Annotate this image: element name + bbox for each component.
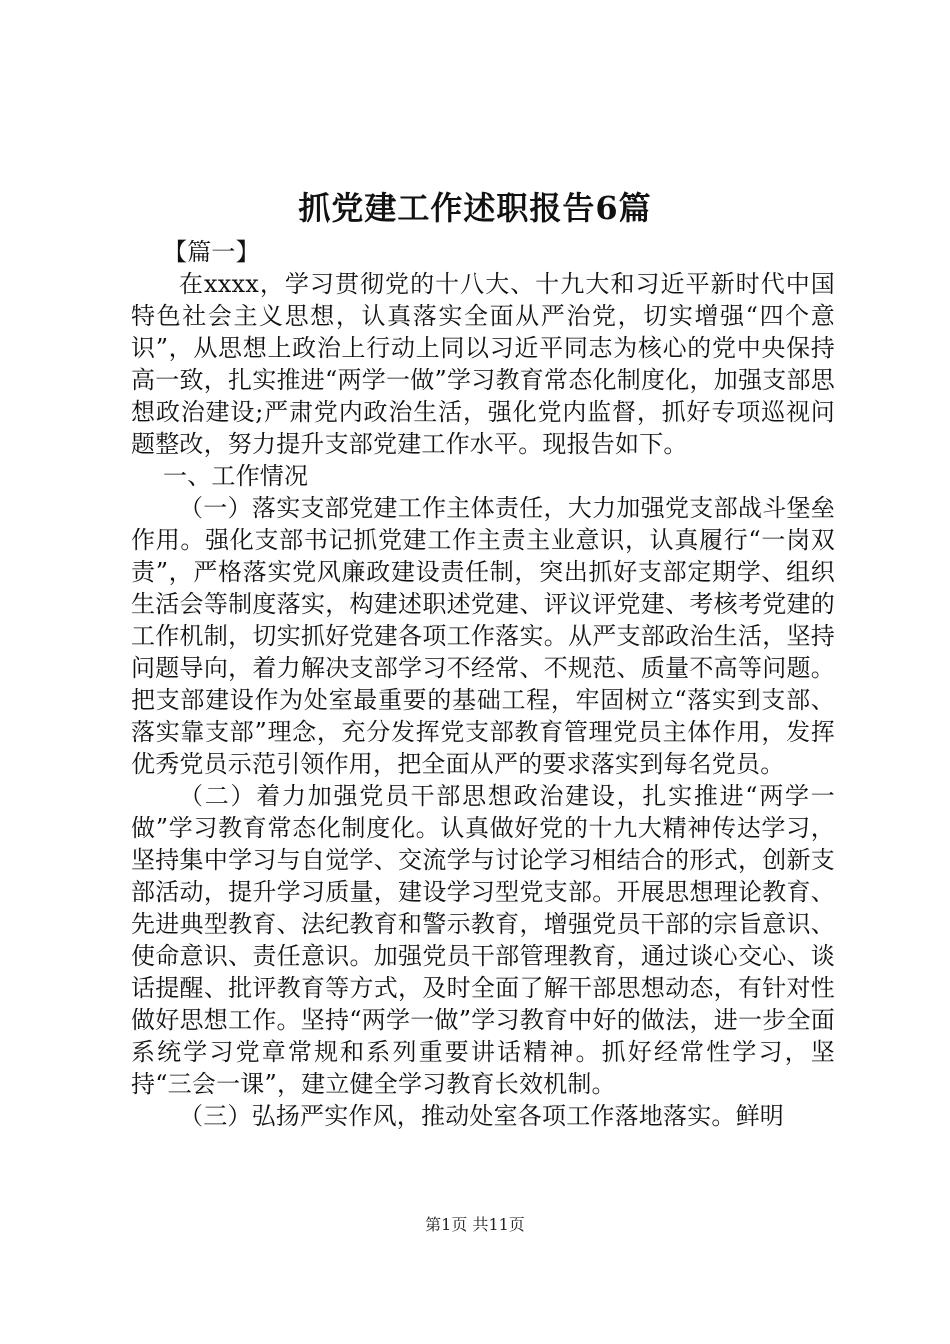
document-body — [131, 236, 835, 1132]
document-title: 抓党建工作述职报告6篇 — [298, 189, 652, 227]
page-number-footer: 第1页 共11页 — [425, 1215, 525, 1234]
body-paragraph: （二）着力加强党员干部思想政治建设，扎实推进“两学一做”学习教育常态化制度化。认真做好党的十九大精神传达学习，坚持集中学习与自觉学、交流学与讨论学习相结合的形式，创新支部活动，提升学习质量，建设学习型党支部。开展思想理论教育、先进典型教育、法纪教育和警示教育，增强党员干部的宗旨意识、使命意识、责任意识。加强党员干部管理教育，通过谈心交心、谈话提醒、批评教育等方式，及时全面了解干部思想动态，有针对性做好思想工作。坚持“两学一做”学习教育中好的做法，进一步全面系统学习党章常规和系列重要讲话精神。抓好经常性学习，坚持“三会一课”，建立健全学习教育长效机制。 — [131, 782, 835, 1098]
chapter-label: 【篇一】 — [163, 238, 260, 266]
body-paragraph: （一）落实支部党建工作主体责任，大力加强党支部战斗堡垒作用。强化支部书记抓党建工作主责主业意识，认真履行“一岗双责”，严格落实党风廉政建设责任制，突出抓好支部定期学、组织生活会等制度落实，构建述职述党建、评议评党建、考核考党建的工作机制，切实抓好党建各项工作落实。从严支部政治生活，坚持问题导向，着力解决支部学习不经常、不规范、质量不高等问题。把支部建设作为处室最重要的基础工程，牢固树立“落实到支部、落实靠支部”理念，充分发挥党支部教育管理党员主体作用，发挥优秀党员示范引领作用，把全面从严的要求落实到每名党员。 — [131, 494, 835, 778]
section-heading: 一、工作情况 — [163, 462, 309, 490]
body-paragraph: （三）弘扬严实作风，推动处室各项工作落地落实。鲜明 — [179, 1102, 784, 1130]
intro-paragraph: 在xxxx，学习贯彻党的十八大、十九大和习近平新时代中国特色社会主义思想，认真落实全面从严治党，切实增强“四个意识”，从思想上政治上行动上同以习近平同志为核心的党中央保持高一致，扎实推进“两学一做”学习教育常态化制度化，加强支部思想政治建设;严肃党内政治生活，强化党内监督，抓好专项巡视问题整改，努力提升支部党建工作水平。现报告如下。 — [131, 270, 835, 458]
